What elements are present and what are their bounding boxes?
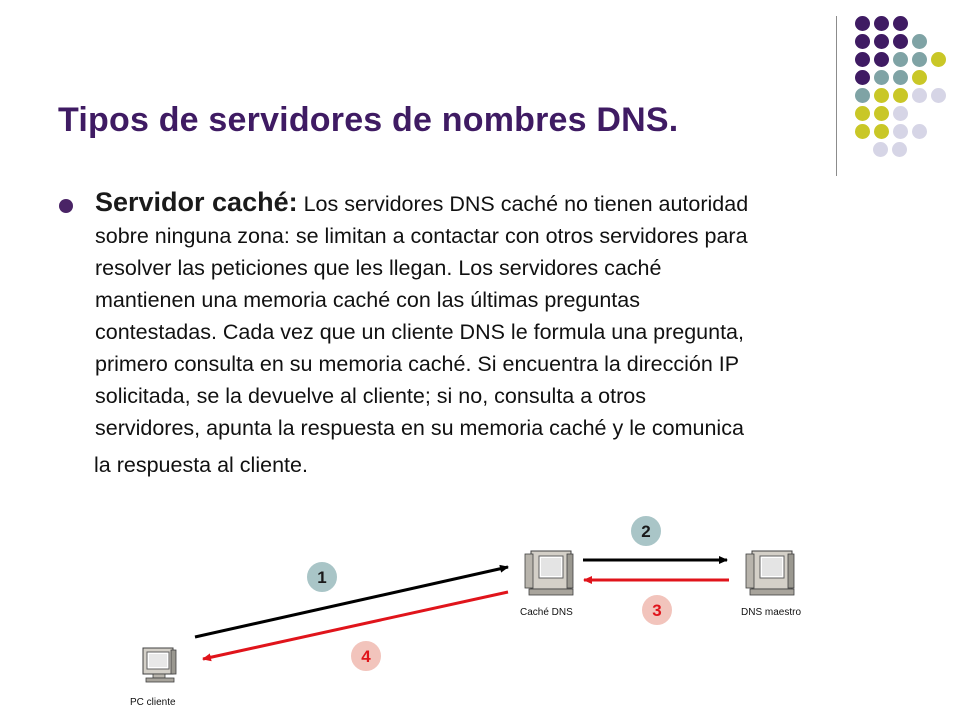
step-4-badge xyxy=(350,640,382,672)
decorative-dot xyxy=(893,34,908,49)
decorative-dot-grid xyxy=(0,0,960,180)
step-1-badge xyxy=(306,561,338,593)
bullet-text xyxy=(95,186,915,444)
decorative-dot xyxy=(893,52,908,67)
cache-dns-label: Caché DNS xyxy=(520,607,573,618)
body-line-2: sobre ninguna zona: se limitan a contactar con otros servidores para xyxy=(95,224,748,248)
decorative-dot xyxy=(912,88,927,103)
body-line-3: resolver las peticiones que les llegan. Los servidores caché xyxy=(95,256,662,280)
decorative-dot xyxy=(873,142,888,157)
bullet-term: Servidor caché: xyxy=(95,187,298,217)
pc-client-label: PC cliente xyxy=(130,697,176,708)
body-line-8: servidores, apunta la respuesta en su memoria caché y le comunica xyxy=(95,416,744,440)
decorative-dot xyxy=(893,16,908,31)
decorative-dot xyxy=(874,34,889,49)
body-line-9: la respuesta al cliente. xyxy=(94,453,308,477)
dns-cache-diagram xyxy=(0,500,960,720)
decorative-dot xyxy=(874,106,889,121)
decorative-dot xyxy=(855,106,870,121)
decorative-dot xyxy=(855,88,870,103)
dns-master-label: DNS maestro xyxy=(741,607,802,618)
svg-text:3: 3 xyxy=(652,601,662,620)
decorative-dot xyxy=(892,142,907,157)
svg-text:2: 2 xyxy=(641,522,651,541)
body-line-6: primero consulta en su memoria caché. Si encuentra la dirección IP xyxy=(95,352,740,376)
body-line-1: Servidor caché: Los servidores DNS caché no tienen autoridad xyxy=(95,187,749,217)
decorative-dot xyxy=(931,52,946,67)
step-3-badge xyxy=(641,594,673,626)
svg-text:1: 1 xyxy=(317,568,327,587)
decorative-divider xyxy=(836,16,837,176)
svg-text:4: 4 xyxy=(361,647,371,666)
pc-client-icon xyxy=(143,648,176,682)
body-line-5: contestadas. Cada vez que un cliente DNS le formula una pregunta, xyxy=(95,320,744,344)
decorative-dot xyxy=(855,124,870,139)
decorative-dot xyxy=(912,52,927,67)
decorative-dot xyxy=(874,16,889,31)
decorative-dot xyxy=(893,124,908,139)
cache-dns-server-icon xyxy=(525,551,573,595)
decorative-dot xyxy=(931,88,946,103)
decorative-dot xyxy=(912,34,927,49)
body-line-4: mantienen una memoria caché con las últimas preguntas xyxy=(95,288,640,312)
decorative-dot xyxy=(855,70,870,85)
decorative-dot xyxy=(912,70,927,85)
decorative-dot xyxy=(893,70,908,85)
decorative-dot xyxy=(912,124,927,139)
decorative-dot xyxy=(893,106,908,121)
decorative-dot xyxy=(855,34,870,49)
decorative-dot xyxy=(893,88,908,103)
bullet-icon xyxy=(59,199,73,213)
decorative-dot xyxy=(855,16,870,31)
decorative-dot xyxy=(874,52,889,67)
decorative-dot xyxy=(874,124,889,139)
dns-master-server-icon xyxy=(746,551,794,595)
slide-title: Tipos de servidores de nombres DNS. xyxy=(58,101,679,139)
step-2-badge xyxy=(630,515,662,547)
decorative-dot xyxy=(855,52,870,67)
decorative-dot xyxy=(874,70,889,85)
body-line-7: solicitada, se la devuelve al cliente; si no, consulta a otros xyxy=(95,384,646,408)
decorative-dot xyxy=(874,88,889,103)
